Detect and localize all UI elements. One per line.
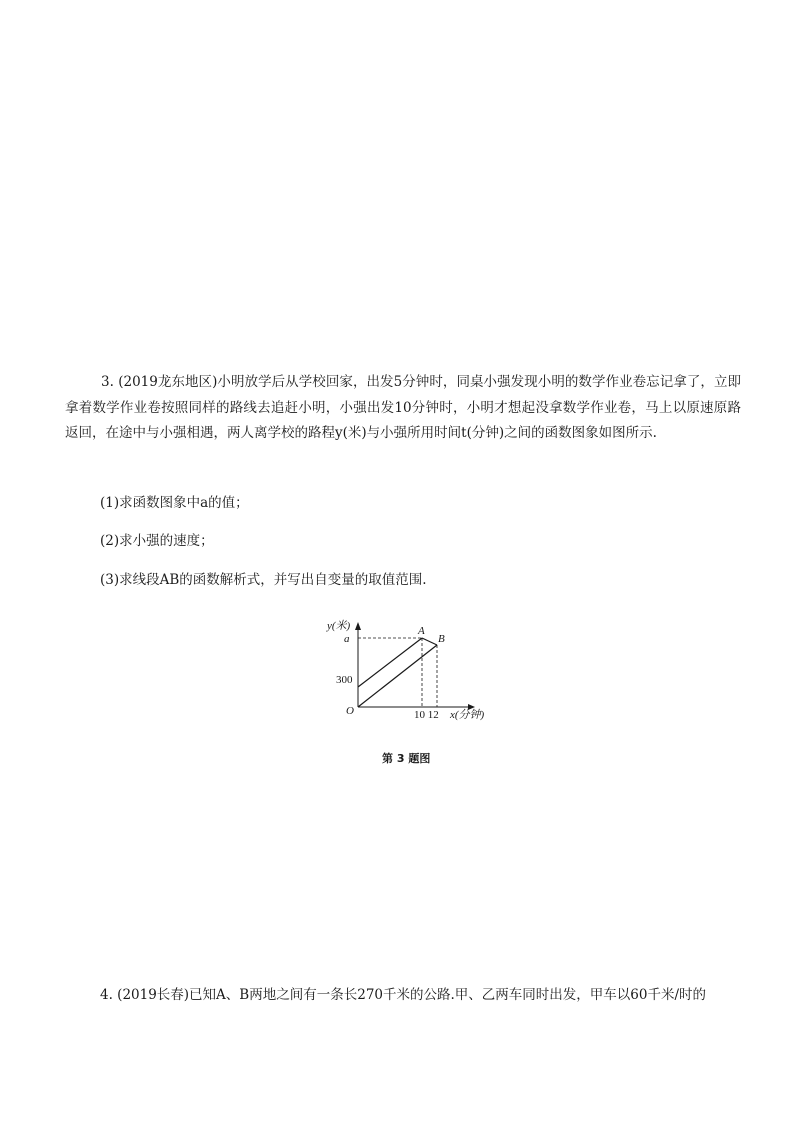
x-axis-label: x(分钟) xyxy=(450,709,485,721)
xiaoqiang-line xyxy=(358,645,437,707)
label-300: 300 xyxy=(336,674,353,686)
question-2: (2)求小强的速度； xyxy=(100,533,214,549)
function-graph xyxy=(320,612,500,727)
question-3: (3)求线段AB的函数解析式，并写出自变量的取值范围. xyxy=(100,572,427,588)
label-origin: O xyxy=(346,705,354,717)
figure-caption: 第 3 题图 xyxy=(382,752,431,765)
problem-3-text: 3. (2019龙东地区)小明放学后从学校回家，出发5分钟时，同桌小强发现小明的数学作业卷忘记拿了，立即拿着数学作业卷按照同样的路线去追赶小明，小强出发10分钟时，小明才想起没拿数学作业卷，马上以原速原路返回，在途中与小强相遇，两人离学校的路程y(米)与小强所用时间t(分钟)之间的函数图象如图所示. xyxy=(65,374,741,441)
y-axis-arrow xyxy=(355,622,361,630)
problem-3 xyxy=(65,370,741,447)
y-axis-label: y(米) xyxy=(327,620,351,632)
question-1: (1)求函数图象中a的值； xyxy=(100,495,249,511)
label-a: a xyxy=(344,633,350,645)
point-A-label: A xyxy=(418,625,425,637)
point-B-label: B xyxy=(438,633,445,645)
segment-AB xyxy=(422,638,437,645)
graph-svg xyxy=(320,612,500,727)
label-10-12: 10 12 xyxy=(414,709,439,721)
xiaoming-line xyxy=(358,638,422,687)
problem-4-text: 4. (2019长春)已知A、B两地之间有一条长270千米的公路.甲、乙两车同时出发，甲车以60千米/时的 xyxy=(100,987,707,1003)
